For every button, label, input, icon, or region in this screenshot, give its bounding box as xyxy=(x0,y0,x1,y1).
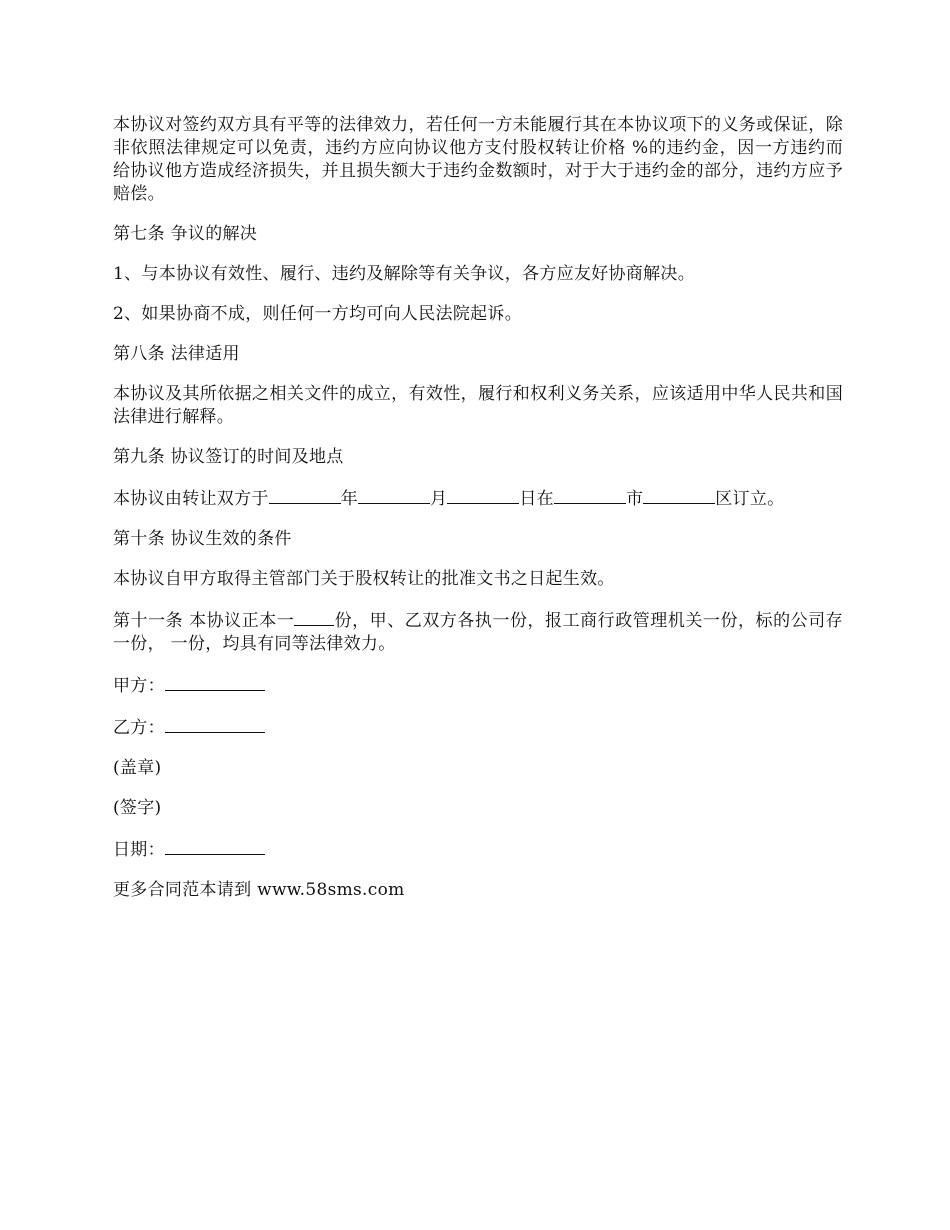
signature-note: (签字) xyxy=(113,798,162,818)
breach-clause: 本协议对签约双方具有平等的法律效力，若任何一方未能履行其在本协议项下的义务或保证，除非依照法律规定可以免责，违约方应向协议他方支付股权转让价格 %的违约金，因一方违约而给协议他方造成经济损失，并且损失额大于违约金数额时，对于大于违约金的部分，违约方应予赔偿。 xyxy=(113,115,843,204)
article-9-prefix: 本协议由转让双方于 xyxy=(113,489,269,509)
article-10-title: 第十条 协议生效的条件 xyxy=(113,529,292,549)
article-10-body: 本协议自甲方取得主管部门关于股权转让的批准文书之日起生效。 xyxy=(113,569,615,589)
day-label: 日在 xyxy=(519,489,554,509)
article-9-body xyxy=(113,486,843,511)
article-9-title: 第九条 协议签订的时间及地点 xyxy=(113,447,344,467)
date-label: 日期： xyxy=(113,840,165,860)
city-blank xyxy=(554,486,626,504)
date-blank xyxy=(165,837,265,855)
party-a-line xyxy=(113,673,843,698)
footer-link-text: 更多合同范本请到 www.58sms.com xyxy=(113,880,405,900)
party-a-label: 甲方： xyxy=(113,676,165,696)
city-label: 市 xyxy=(625,489,644,509)
month-blank xyxy=(358,486,430,504)
document-body xyxy=(113,114,843,919)
date-line xyxy=(113,837,843,862)
article-7-title: 第七条 争议的解决 xyxy=(113,224,258,244)
year-label: 年 xyxy=(340,489,359,509)
district-label: 区订立。 xyxy=(715,489,785,509)
article-7-item-2: 2、如果协商不成，则任何一方均可向人民法院起诉。 xyxy=(113,304,523,324)
copies-blank xyxy=(294,608,334,626)
month-label: 月 xyxy=(430,489,448,509)
article-7-item-1: 1、与本协议有效性、履行、违约及解除等有关争议，各方应友好协商解决。 xyxy=(113,264,696,284)
year-blank xyxy=(269,486,341,504)
district-blank xyxy=(643,486,715,504)
article-11-body xyxy=(113,608,843,656)
article-8-body: 本协议及其所依据之相关文件的成立，有效性，履行和权利义务关系，应该适用中华人民共和国法律进行解释。 xyxy=(113,384,843,427)
party-b-line xyxy=(113,715,843,740)
party-b-blank xyxy=(165,715,265,733)
party-b-label: 乙方： xyxy=(113,718,165,738)
article-11-suffix: 份，甲、乙双方各执一份，报工商行政管理机关一份，标的公司存一份， 一份，均具有同等法律效力。 xyxy=(113,611,843,654)
article-11-prefix: 第十一条 本协议正本一 xyxy=(113,611,295,631)
party-a-blank xyxy=(165,673,265,691)
day-blank xyxy=(447,486,519,504)
seal-note: (盖章) xyxy=(113,758,162,778)
article-8-title: 第八条 法律适用 xyxy=(113,344,240,364)
